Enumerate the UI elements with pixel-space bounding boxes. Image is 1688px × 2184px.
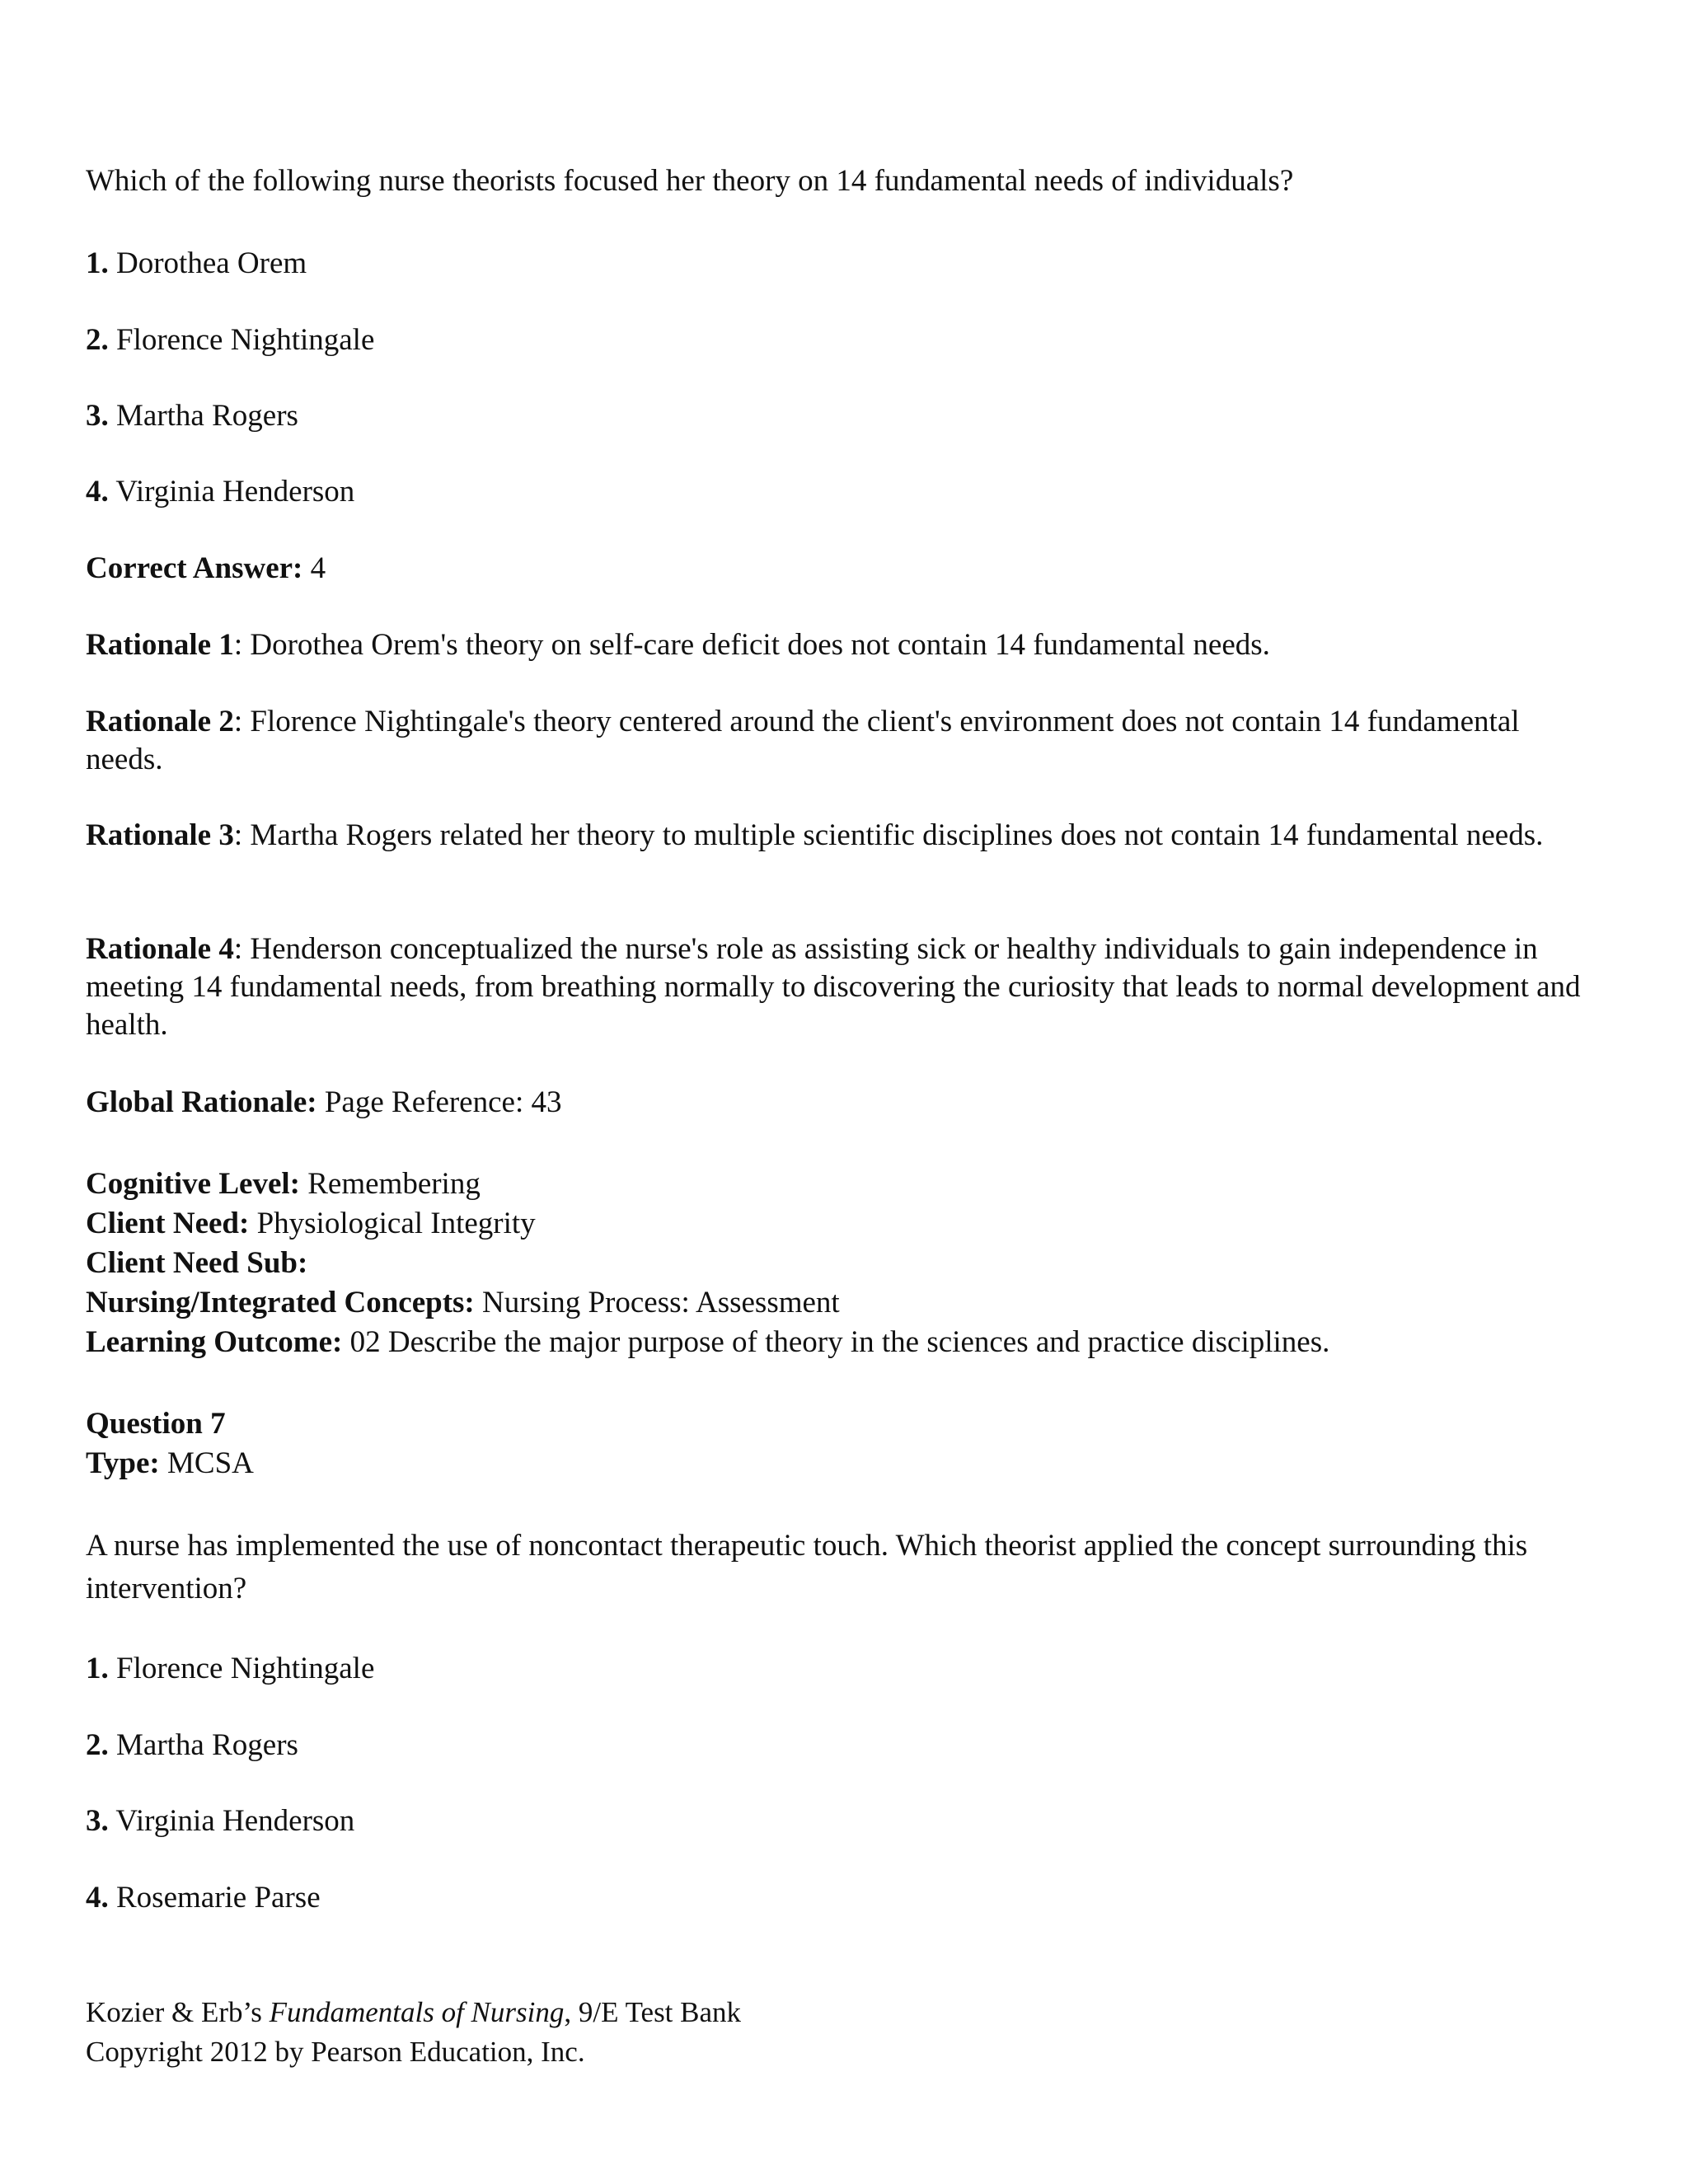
- q6-option-2: 2. Florence Nightingale: [86, 323, 375, 357]
- meta-nursing-concepts: Nursing/Integrated Concepts: Nursing Process: Assessment: [86, 1286, 840, 1319]
- footer-citation: Kozier & Erb’s Fundamentals of Nursing, 9/E Test Bank: [86, 1996, 742, 2028]
- q6-correct-answer: Correct Answer: 4: [86, 551, 326, 585]
- q7-option-4: 4. Rosemarie Parse: [86, 1881, 321, 1915]
- page-footer: [86, 1993, 1602, 2072]
- q7-option-3: 3. Virginia Henderson: [86, 1804, 355, 1838]
- document-page: [86, 0, 1602, 2184]
- q7-option-1: 1. Florence Nightingale: [86, 1652, 375, 1685]
- meta-learning-outcome: Learning Outcome: 02 Describe the major purpose of theory in the sciences and practice disciplines.: [86, 1325, 1330, 1359]
- q6-rationale-4: Rationale 4: Henderson conceptualized the nurse's role as assisting sick or healthy individuals to gain independence in meeting 14 fundamental needs, from breathing normally to discovering the curiosity that leads to normal development and health.: [86, 932, 1581, 1042]
- q6-meta-block: [86, 1165, 1602, 1362]
- meta-cognitive-level: Cognitive Level: Remembering: [86, 1167, 481, 1201]
- q7-heading: Question 7: [86, 1407, 226, 1441]
- q6-option-3: 3. Martha Rogers: [86, 399, 298, 433]
- q6-stem: Which of the following nurse theorists focused her theory on 14 fundamental needs of individuals?: [86, 164, 1294, 198]
- q6-rationale-3: Rationale 3: Martha Rogers related her theory to multiple scientific disciplines does not contain 14 fundamental needs.: [86, 818, 1544, 852]
- meta-client-need: Client Need: Physiological Integrity: [86, 1207, 536, 1240]
- q6-option-4: 4. Virginia Henderson: [86, 475, 355, 509]
- q7-option-2: 2. Martha Rogers: [86, 1728, 298, 1762]
- q6-global-rationale: Global Rationale: Page Reference: 43: [86, 1085, 562, 1119]
- q7-header: [86, 1404, 1602, 1483]
- meta-client-need-sub: Client Need Sub:: [86, 1246, 308, 1280]
- q7-type: Type: MCSA: [86, 1446, 254, 1480]
- q6-rationale-2: Rationale 2: Florence Nightingale's theory centered around the client's environment does not contain 14 fundamental needs.: [86, 705, 1520, 776]
- q6-option-1: 1. Dorothea Orem: [86, 246, 307, 280]
- footer-copyright: Copyright 2012 by Pearson Education, Inc.: [86, 2036, 585, 2068]
- q7-stem: A nurse has implemented the use of noncontact therapeutic touch. Which theorist applied the concept surrounding this intervention?: [86, 1529, 1528, 1605]
- q6-rationale-1: Rationale 1: Dorothea Orem's theory on self-care deficit does not contain 14 fundamental needs.: [86, 628, 1270, 662]
